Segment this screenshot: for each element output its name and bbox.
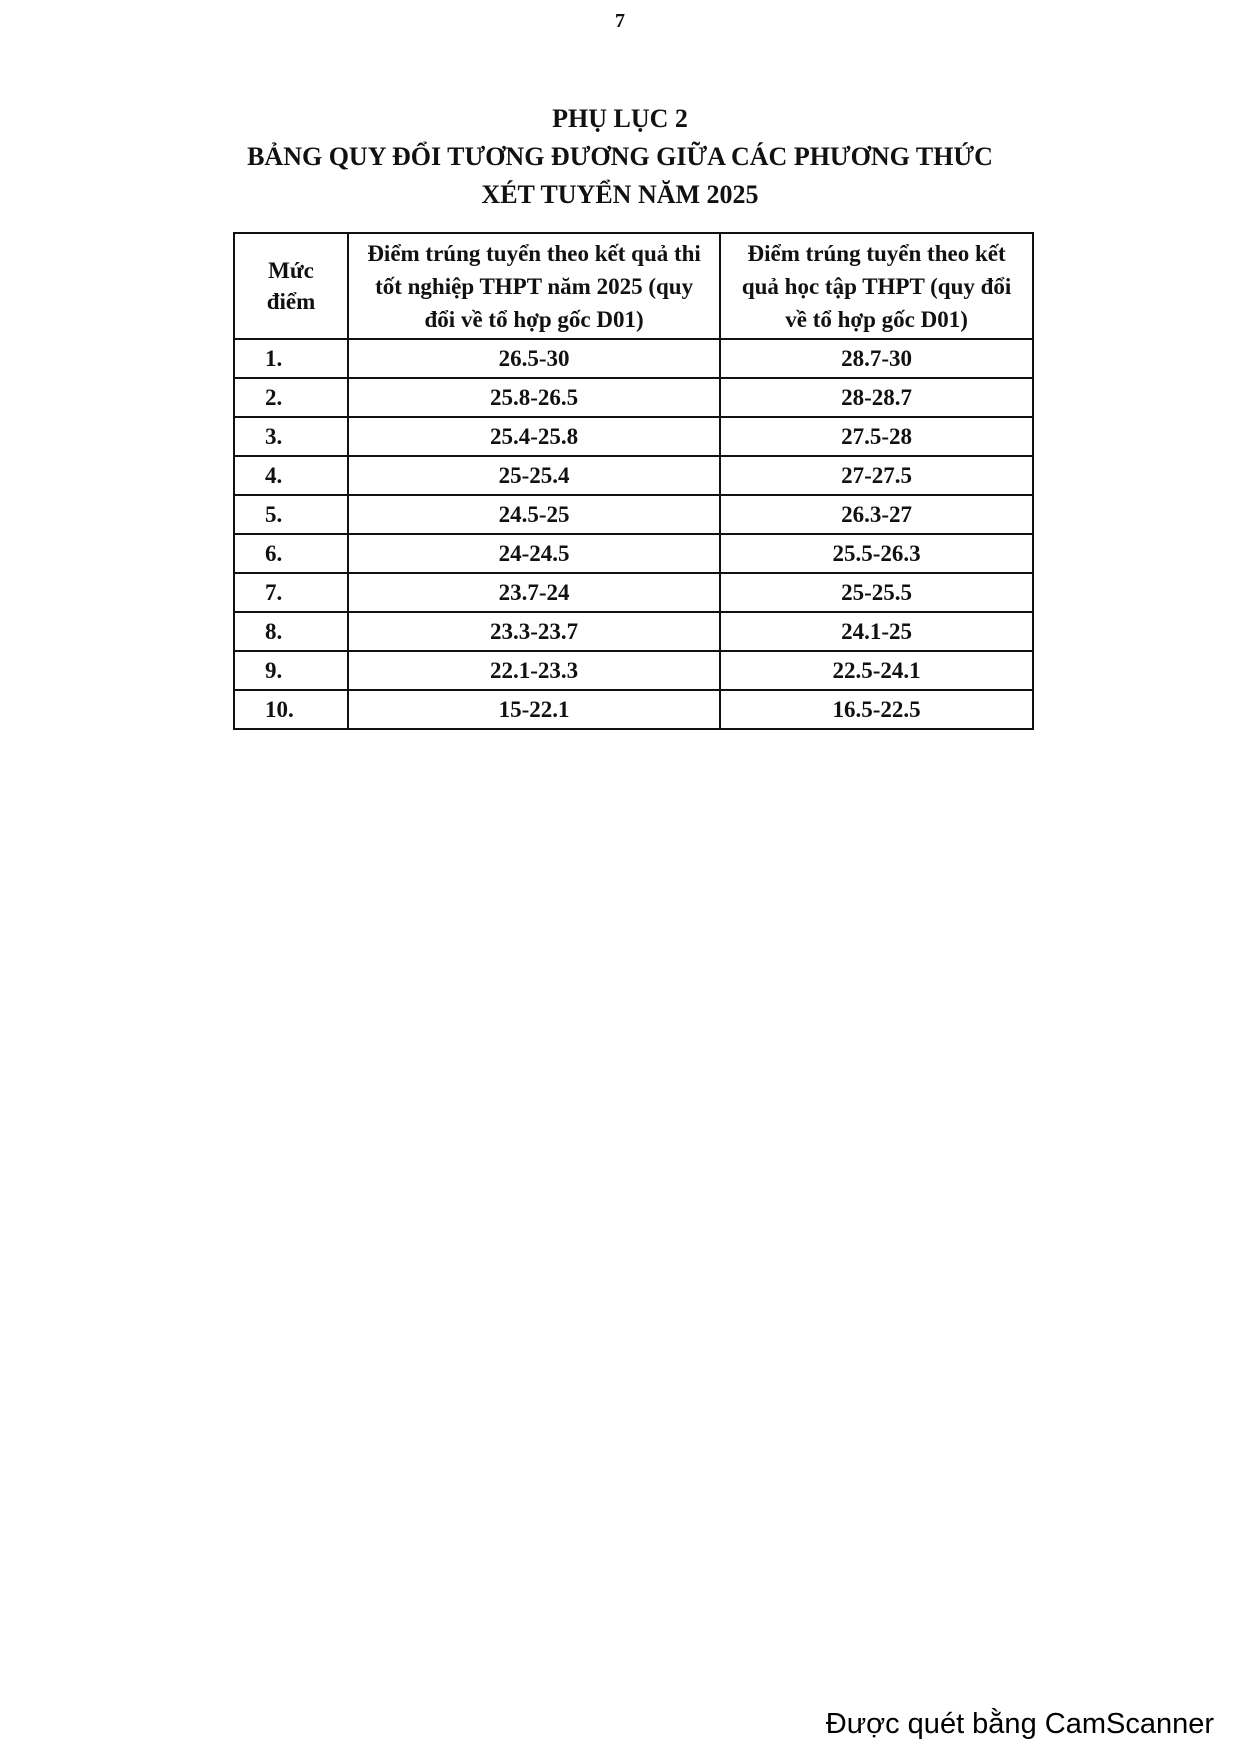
cell-thpt-exam: 26.5-30 bbox=[348, 339, 720, 378]
appendix-label: PHỤ LỤC 2 bbox=[552, 104, 688, 133]
cell-level: 2. bbox=[234, 378, 348, 417]
cell-thpt-exam: 23.7-24 bbox=[348, 573, 720, 612]
table-title-line-2: XÉT TUYỂN NĂM 2025 bbox=[481, 180, 759, 209]
table-row bbox=[234, 612, 1033, 651]
cell-level: 4. bbox=[234, 456, 348, 495]
cell-transcript: 25.5-26.3 bbox=[720, 534, 1033, 573]
cell-level: 10. bbox=[234, 690, 348, 729]
cell-thpt-exam: 24.5-25 bbox=[348, 495, 720, 534]
cell-level: 3. bbox=[234, 417, 348, 456]
page-number: 7 bbox=[615, 10, 625, 32]
cell-transcript: 25-25.5 bbox=[720, 573, 1033, 612]
table-row bbox=[234, 417, 1033, 456]
cell-transcript: 26.3-27 bbox=[720, 495, 1033, 534]
table-body bbox=[234, 339, 1033, 729]
score-conversion-table bbox=[233, 232, 1034, 730]
header-thpt-exam: Điểm trúng tuyển theo kết quả thi tốt nghiệp THPT năm 2025 (quy đổi về tổ hợp gốc D01) bbox=[348, 233, 720, 339]
table-row bbox=[234, 456, 1033, 495]
table-row bbox=[234, 378, 1033, 417]
cell-transcript: 27-27.5 bbox=[720, 456, 1033, 495]
table-row bbox=[234, 573, 1033, 612]
cell-transcript: 28.7-30 bbox=[720, 339, 1033, 378]
table-header-row bbox=[234, 233, 1033, 339]
camscanner-watermark: Được quét bằng CamScanner bbox=[825, 1708, 1214, 1740]
table-row bbox=[234, 534, 1033, 573]
cell-thpt-exam: 23.3-23.7 bbox=[348, 612, 720, 651]
cell-level: 8. bbox=[234, 612, 348, 651]
cell-thpt-exam: 24-24.5 bbox=[348, 534, 720, 573]
cell-transcript: 22.5-24.1 bbox=[720, 651, 1033, 690]
cell-level: 7. bbox=[234, 573, 348, 612]
document-title bbox=[0, 100, 1240, 214]
cell-level: 6. bbox=[234, 534, 348, 573]
cell-thpt-exam: 25.8-26.5 bbox=[348, 378, 720, 417]
cell-level: 9. bbox=[234, 651, 348, 690]
table-row bbox=[234, 651, 1033, 690]
header-level: Mức điểm bbox=[234, 233, 348, 339]
cell-transcript: 16.5-22.5 bbox=[720, 690, 1033, 729]
cell-thpt-exam: 15-22.1 bbox=[348, 690, 720, 729]
cell-transcript: 27.5-28 bbox=[720, 417, 1033, 456]
cell-thpt-exam: 25-25.4 bbox=[348, 456, 720, 495]
cell-transcript: 28-28.7 bbox=[720, 378, 1033, 417]
cell-thpt-exam: 22.1-23.3 bbox=[348, 651, 720, 690]
header-transcript: Điểm trúng tuyển theo kết quả học tập THPT (quy đổi về tổ hợp gốc D01) bbox=[720, 233, 1033, 339]
cell-level: 5. bbox=[234, 495, 348, 534]
table-title-line-1: BẢNG QUY ĐỔI TƯƠNG ĐƯƠNG GIỮA CÁC PHƯƠNG THỨC bbox=[247, 142, 993, 171]
table-row bbox=[234, 495, 1033, 534]
cell-transcript: 24.1-25 bbox=[720, 612, 1033, 651]
cell-thpt-exam: 25.4-25.8 bbox=[348, 417, 720, 456]
table-row bbox=[234, 339, 1033, 378]
cell-level: 1. bbox=[234, 339, 348, 378]
table-row bbox=[234, 690, 1033, 729]
